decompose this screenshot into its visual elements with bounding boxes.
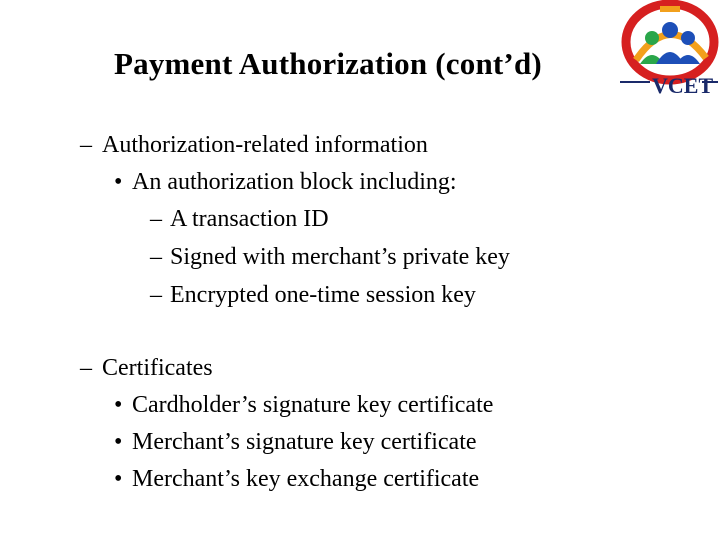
- item-text: Certificates: [102, 355, 213, 381]
- dash-marker: –: [150, 282, 162, 308]
- dash-marker: –: [150, 244, 162, 270]
- item-text: Signed with merchant’s private key: [170, 244, 510, 270]
- logo-text: VCET: [652, 73, 714, 98]
- bullet-item: [150, 242, 510, 272]
- bullet-marker: •: [114, 169, 123, 195]
- dash-marker: –: [80, 355, 92, 381]
- dash-marker: –: [80, 132, 92, 158]
- bullet-item: [80, 130, 428, 160]
- item-text: Authorization-related information: [102, 132, 428, 158]
- item-text: A transaction ID: [170, 206, 329, 232]
- vcet-logo: [614, 0, 720, 102]
- bullet-item: [150, 204, 329, 234]
- item-text: Cardholder’s signature key certificate: [132, 392, 494, 418]
- item-text: Encrypted one-time session key: [170, 282, 476, 308]
- bullet-item: [114, 464, 479, 494]
- bullet-marker: •: [114, 466, 123, 492]
- slide-title: Payment Authorization (cont’d): [114, 46, 542, 81]
- bullet-item: [114, 390, 493, 420]
- bullet-marker: •: [114, 392, 123, 418]
- bullet-item: [80, 353, 213, 383]
- bullet-item: [150, 280, 476, 310]
- item-text: An authorization block including:: [132, 169, 457, 195]
- item-text: Merchant’s signature key certificate: [132, 429, 477, 455]
- dash-marker: –: [150, 206, 162, 232]
- bullet-marker: •: [114, 429, 123, 455]
- item-text: Merchant’s key exchange certificate: [132, 466, 480, 492]
- bullet-item: [114, 167, 457, 197]
- bullet-item: [114, 427, 477, 457]
